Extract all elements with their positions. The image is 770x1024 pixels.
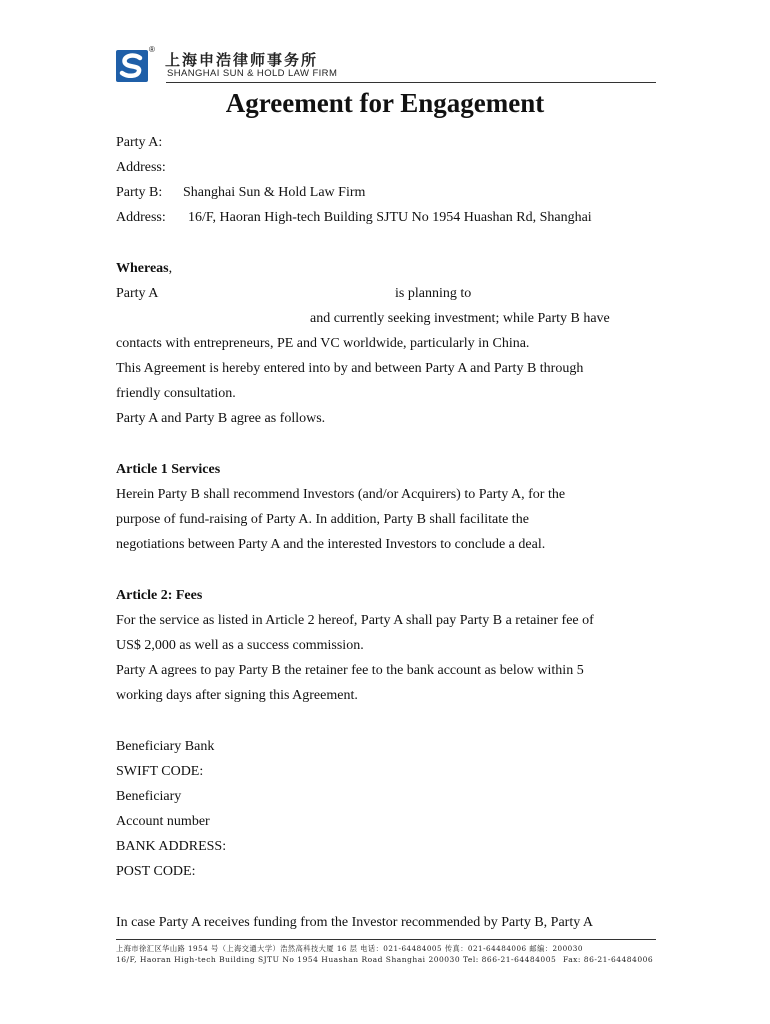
footer-fax: Fax: 86-21-64484006 — [563, 955, 654, 964]
footer-divider — [116, 939, 656, 940]
footer-chinese-address: 上海市徐汇区华山路 1954 号（上海交通大学）浩然高科技大厦 16 层 电话：021-64484005 传真：021-64484006 邮编：200030 — [116, 944, 583, 953]
address-a-label: Address: — [116, 160, 166, 175]
registered-mark: ® — [149, 45, 155, 54]
bank-post-code: POST CODE: — [116, 864, 196, 879]
article2-heading: Article 2: Fees — [116, 588, 203, 603]
whereas-comma: , — [168, 261, 173, 276]
whereas-line1-planning: is planning to — [395, 286, 472, 301]
article2-line3: Party A agrees to pay Party B the retainer fee to the bank account as below within 5 — [116, 663, 584, 678]
party-b-value: Shanghai Sun & Hold Law Firm — [183, 185, 366, 200]
article1-line2: purpose of fund-raising of Party A. In addition, Party B shall facilitate the — [116, 512, 529, 527]
bank-swift-code: SWIFT CODE: — [116, 764, 204, 779]
letterhead — [116, 45, 656, 84]
whereas-line5: friendly consultation. — [116, 386, 236, 401]
header-divider — [166, 82, 656, 83]
article1-heading: Article 1 Services — [116, 462, 221, 477]
document-title: Agreement for Engagement — [225, 88, 545, 118]
bank-account-number: Account number — [116, 814, 210, 829]
article1-line3: negotiations between Party A and the interested Investors to conclude a deal. — [116, 537, 546, 552]
firm-name-english: SHANGHAI SUN & HOLD LAW FIRM — [167, 68, 338, 79]
whereas-line2: and currently seeking investment; while Party B have — [310, 311, 610, 326]
whereas-line1-party: Party A — [116, 286, 159, 301]
whereas-line4: This Agreement is hereby entered into by and between Party A and Party B through — [116, 361, 584, 376]
closing-line: In case Party A receives funding from the Investor recommended by Party B, Party A — [116, 915, 594, 930]
party-b-label: Party B: — [116, 185, 163, 200]
whereas-line6: Party A and Party B agree as follows. — [116, 411, 326, 426]
party-a-label: Party A: — [116, 135, 163, 150]
address-b-value: 16/F, Haoran High-tech Building SJTU No 1954 Huashan Rd, Shanghai — [188, 210, 592, 225]
article2-line4: working days after signing this Agreement. — [116, 688, 358, 703]
sun-and-hold-logo-icon — [116, 50, 148, 82]
bank-beneficiary-bank: Beneficiary Bank — [116, 739, 215, 754]
whereas-paragraph-heading — [116, 260, 172, 278]
whereas-line3: contacts with entrepreneurs, PE and VC worldwide, particularly in China. — [116, 336, 530, 351]
article2-line1: For the service as listed in Article 2 hereof, Party A shall pay Party B a retainer fee of — [116, 613, 594, 628]
firm-name-chinese: 上海申浩律师事务所 — [165, 51, 319, 69]
footer-english-address: 16/F, Haoran High-tech Building SJTU No 1954 Huashan Road Shanghai 200030 Tel: 866-21-64484005 — [116, 955, 557, 964]
bank-beneficiary: Beneficiary — [116, 789, 182, 804]
article2-line2: US$ 2,000 as well as a success commission. — [116, 638, 364, 653]
whereas-heading: Whereas — [116, 261, 169, 276]
article1-line1: Herein Party B shall recommend Investors (and/or Acquirers) to Party A, for the — [116, 487, 566, 502]
bank-address: BANK ADDRESS: — [116, 839, 227, 854]
address-b-label: Address: — [116, 210, 166, 225]
